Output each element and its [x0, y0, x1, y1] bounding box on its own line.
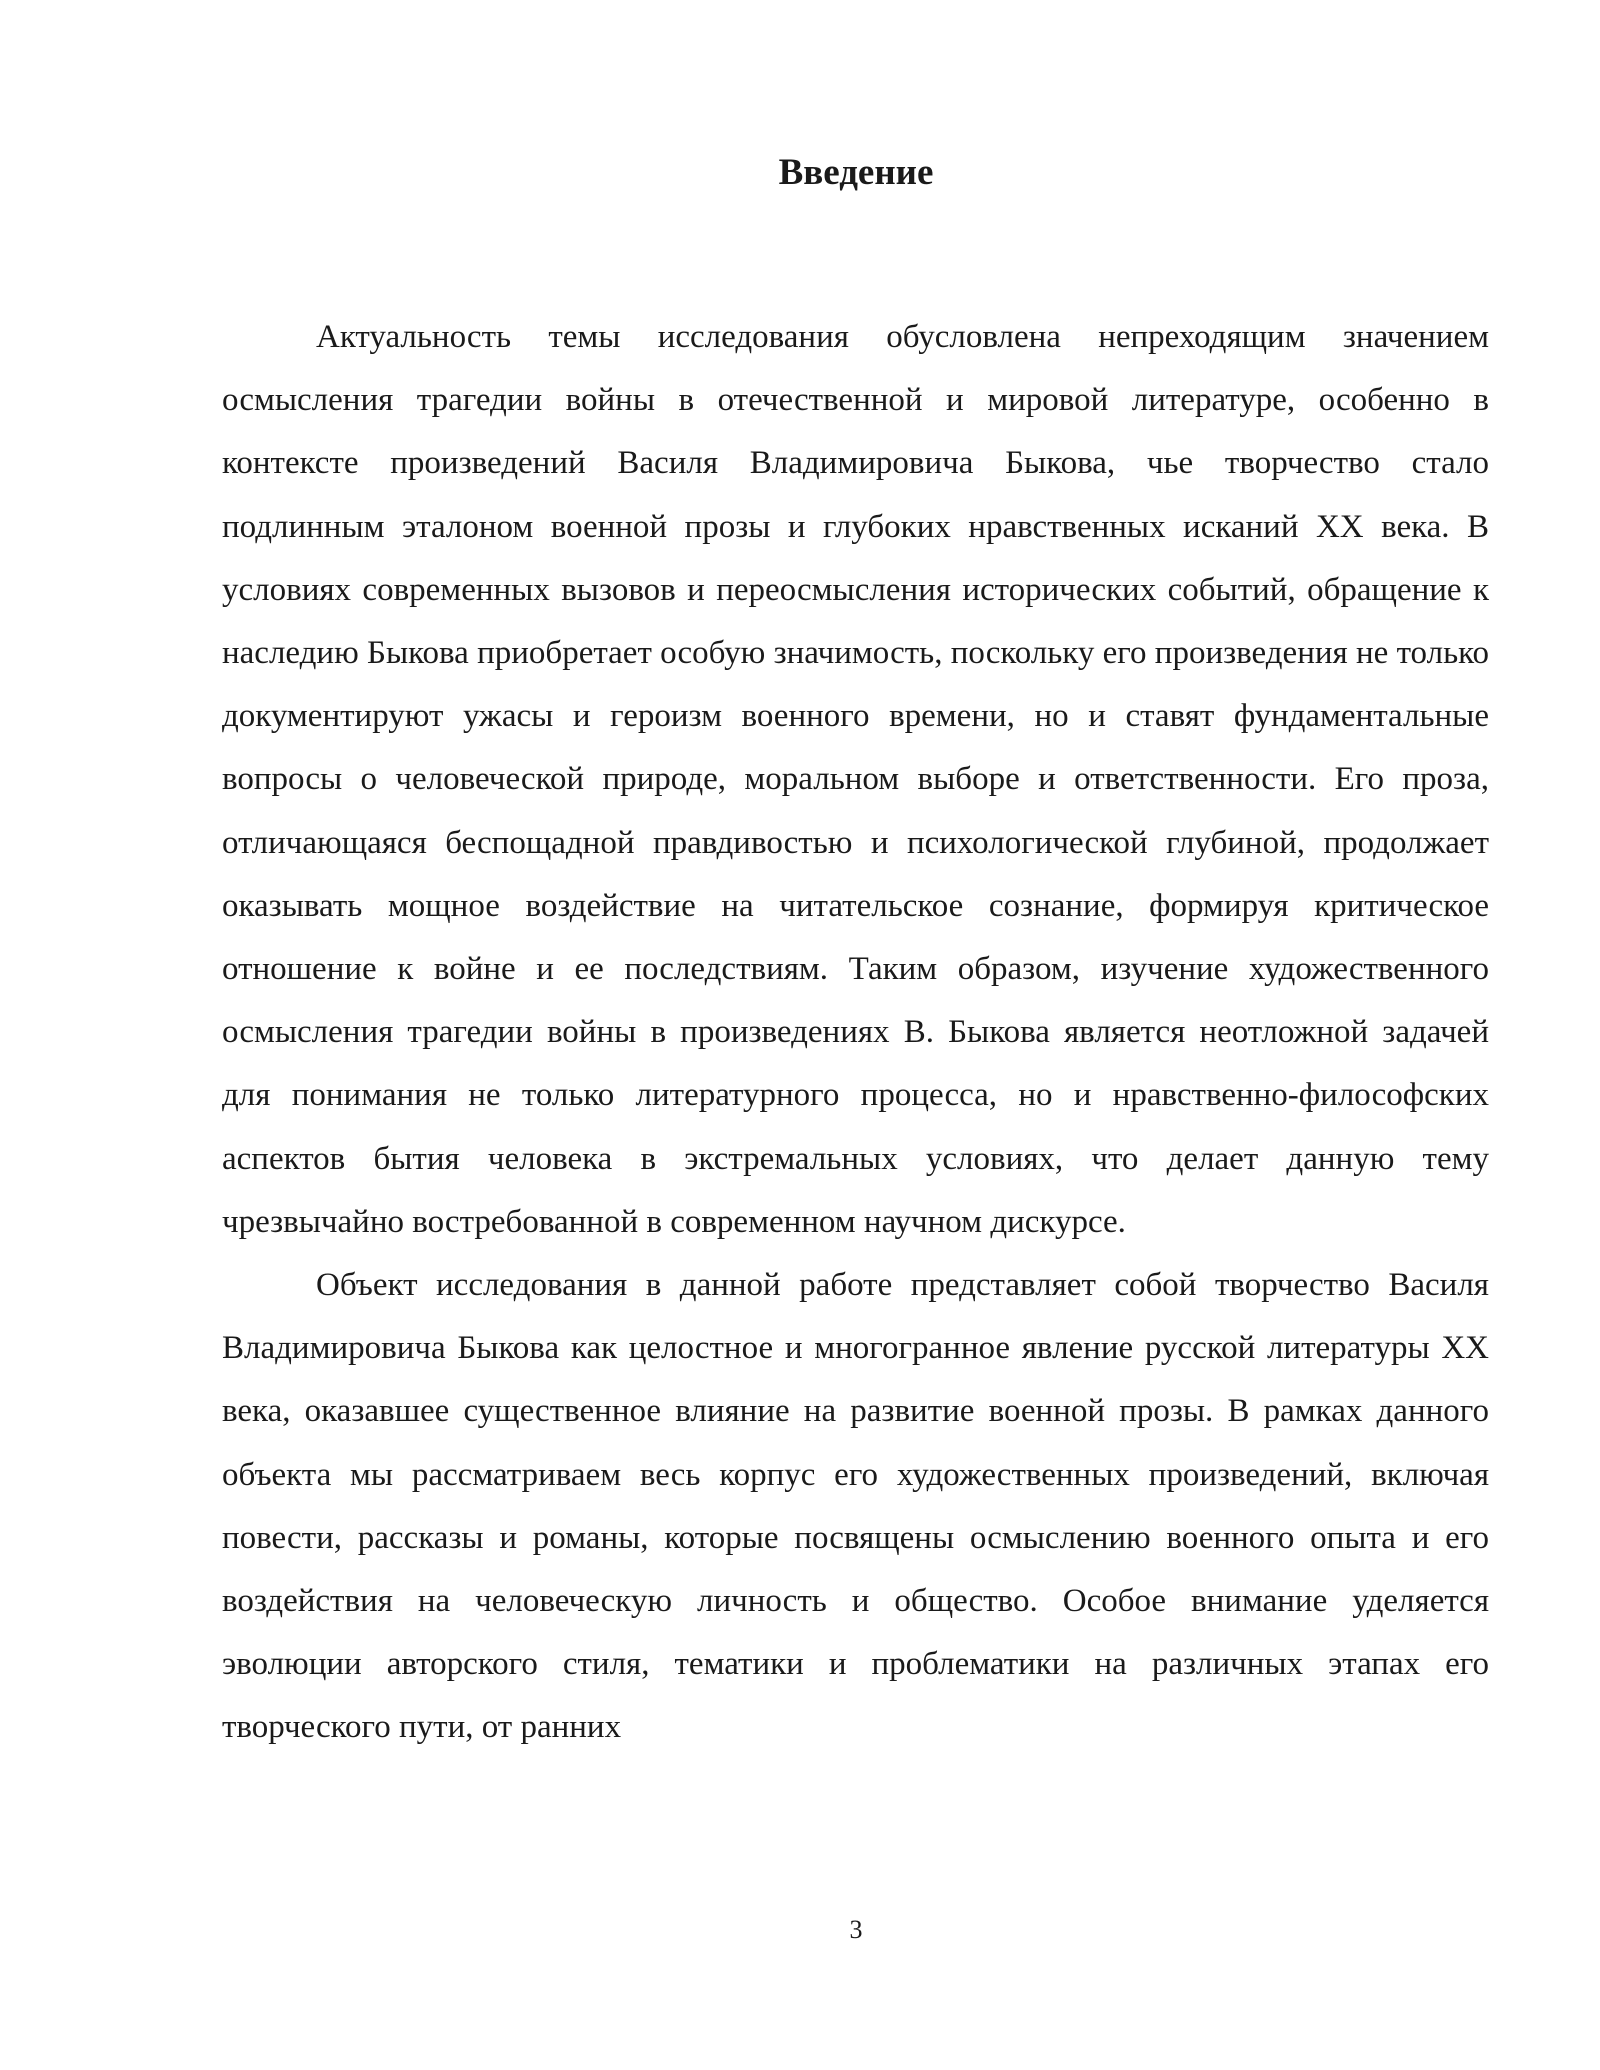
paragraph-relevance: Актуальность темы исследования обусловлена непреходящим значением осмысления трагедии войны в отечественной и мировой литературе, особенно в контексте произведений Василя Владимировича Быкова, чье творчество стало подлинным эталоном военной прозы и глубоких нравственных исканий XX века. В условиях современных вызовов и переосмысления исторических событий, обращение к наследию Быкова приобретает особую значимость, поскольку его произведения не только документируют ужасы и героизм военного времени, но и ставят фундаментальные вопросы о человеческой природе, моральном выборе и ответственности. Его проза, отличающаяся беспощадной правдивостью и психологической глубиной, продолжает оказывать мощное воздействие на читательское сознание, формируя критическое отношение к войне и ее последствиям. Таким образом, изучение художественного осмысления трагедии войны в произведениях В. Быкова является неотложной задачей для понимания не только литературного процесса, но и нравственно-философских аспектов бытия человека в экстремальных условиях, что делает данную тему чрезвычайно востребованной в современном научном дискурсе. [222, 319, 1489, 1240]
document-body [222, 306, 1489, 1760]
page-title: Введение [778, 152, 934, 193]
page-number: 3 [849, 1915, 863, 1944]
paragraph-object: Объект исследования в данной работе представляет собой творчество Василя Владимировича Быкова как целостное и многогранное явление русской литературы XX века, оказавшее существенное влияние на развитие военной прозы. В рамках данного объекта мы рассматриваем весь корпус его художественных произведений, включая повести, рассказы и романы, которые посвящены осмыслению военного опыта и его воздействия на человеческую личность и общество. Особое внимание уделяется эволюции авторского стиля, тематики и проблематики на различных этапах его творческого пути, от ранних [222, 1267, 1489, 1746]
